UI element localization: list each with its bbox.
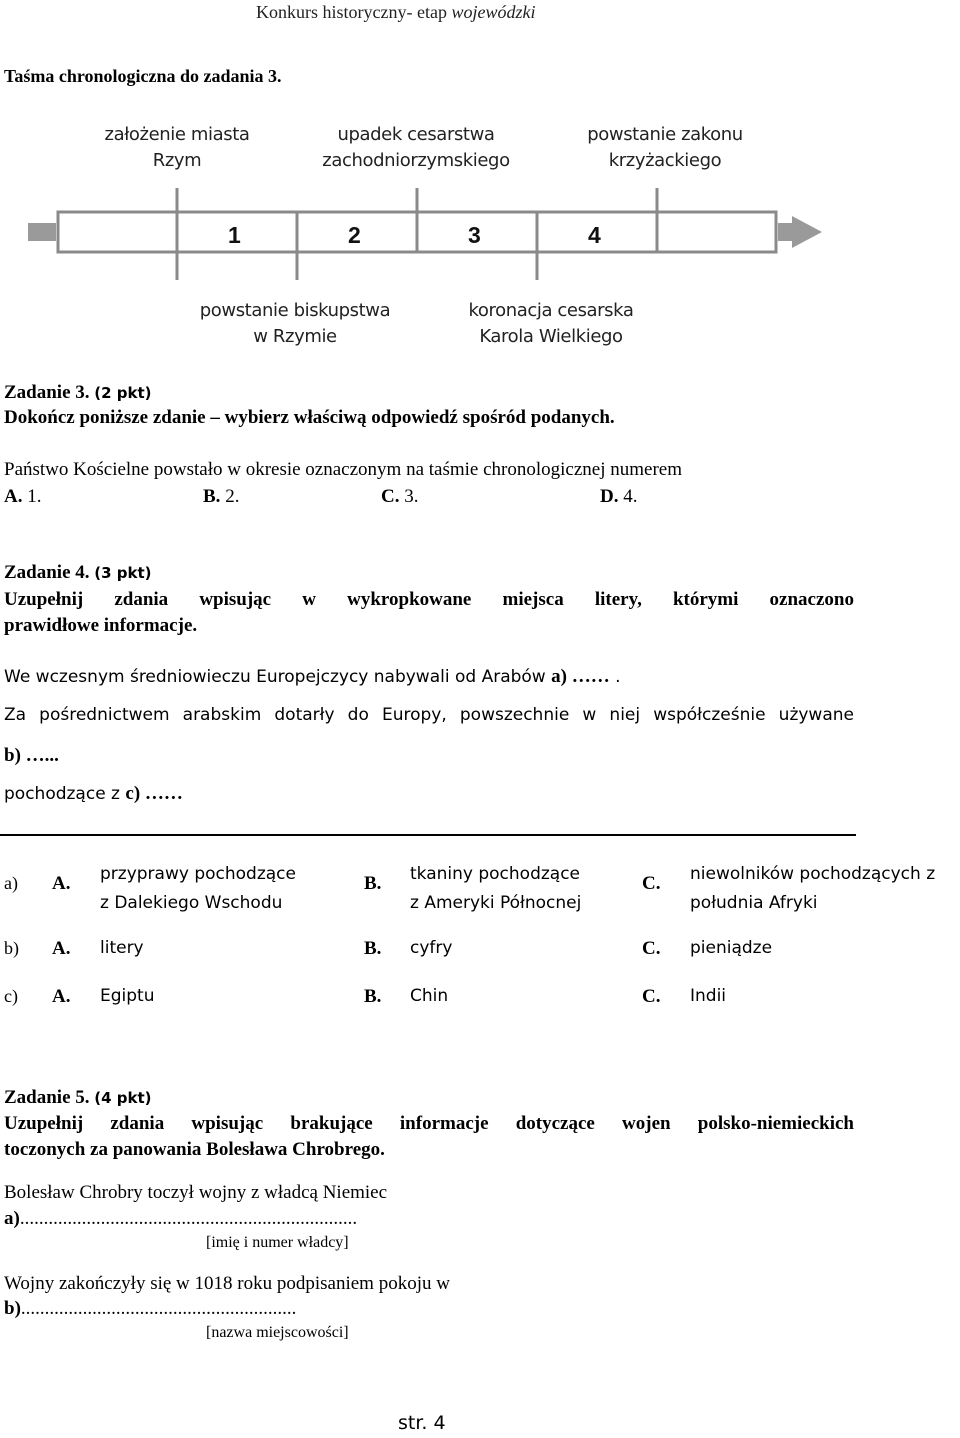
answer-a-A-letter: A. [52,873,71,894]
task3-instruction: Dokończ poniższe zdanie – wybierz właściwą odpowiedź spośród podanych. [4,407,615,428]
timeline-label-coronation: koronacja cesarska Karola Wielkiego [468,300,634,347]
timeline-segment-4: 4 [588,222,601,248]
timeline-segment-3: 3 [468,222,481,248]
answer-c-C-letter: C. [642,986,661,1007]
timeline-segment-1: 1 [228,222,241,248]
task5-sentence2: Wojny zakończyły się w 1018 roku podpisaniem pokoju w [4,1273,450,1294]
task3-heading [4,382,152,404]
task4-sentence1: We wczesnym średniowieczu Europejczycy nabywali od Arabów a) …… . [4,666,621,687]
timeline-label-rome-founding: założenie miasta Rzym [104,124,250,171]
answer-b-B[interactable]: cyfry [410,938,453,958]
task4-heading [4,562,152,584]
answer-b-B-letter: B. [364,938,382,959]
answer-a-C[interactable]: niewolników pochodzących z południa Afryki [690,864,936,913]
task5-heading [4,1087,152,1109]
task4-sentence3: pochodzące z c) …… [4,783,183,804]
timeline-arrow-shaft [778,223,792,241]
answer-c-B-letter: B. [364,986,382,1007]
task5-hint-b: [nazwa miejscowości] [206,1324,349,1341]
task5-sentence1: Bolesław Chrobry toczył wojny z władcą Niemiec [4,1182,388,1203]
task4-blank-c[interactable]: c) …… [125,783,183,804]
timeline-label-teutonic-order: powstanie zakonu krzyżackiego [587,124,743,171]
header-text: Konkurs historyczny- etap [256,2,447,22]
answer-row-c-label: c) [4,986,18,1006]
answer-a-A[interactable]: przyprawy pochodzące z Dalekiego Wschodu [100,864,296,913]
answer-a-B-letter: B. [364,873,382,894]
task3-title: Zadanie 3. [4,382,90,403]
task4-blank-a[interactable]: a) …… [551,666,610,687]
task3-option-d[interactable]: D. 4. [600,486,638,507]
answer-row-a-label: a) [4,873,18,893]
task5-instruction-line2: toczonych za panowania Bolesława Chrobrego. [4,1139,385,1160]
page-number: str. 4 [398,1412,446,1434]
task3-option-c[interactable]: C. 3. [381,486,419,507]
task5-points: (4 pkt) [94,1089,152,1107]
task3-points: (2 pkt) [94,384,152,402]
task5-blank-b[interactable]: b).......................................................... [4,1298,297,1319]
task5-title: Zadanie 5. [4,1087,90,1108]
timeline-tail [28,223,56,241]
task4-sentence2: Za pośrednictwem arabskim dotarły do Europy, powszechnie w niej współcześnie używane [4,705,854,725]
page-header [256,2,535,23]
task4-title: Zadanie 4. [4,562,90,583]
answer-c-A[interactable]: Egiptu [100,986,155,1006]
task4-instruction-line2: prawidłowe informacje. [4,615,198,636]
answer-c-C[interactable]: Indii [690,986,727,1006]
answer-b-A[interactable]: litery [100,938,144,958]
answer-a-C-letter: C. [642,873,661,894]
answer-c-A-letter: A. [52,986,71,1007]
task4-blank-b[interactable]: b) …... [4,745,59,766]
answer-c-B[interactable]: Chin [410,986,449,1006]
task5-blank-a[interactable]: a)....................................................................... [4,1208,358,1229]
task3-option-a[interactable]: A. 1. [4,486,42,507]
header-italic: wojewódzki [451,2,536,22]
task3-option-b[interactable]: B. 2. [203,486,240,507]
task5-hint-a: [imię i numer władcy] [206,1234,349,1251]
timeline-label-bishopric: powstanie biskupstwa w Rzymie [199,300,391,347]
timeline-arrow-head [792,216,822,248]
task4-separator [0,834,856,836]
answer-a-B[interactable]: tkaniny pochodzące z Ameryki Północnej [410,864,582,913]
answer-b-C[interactable]: pieniądze [690,938,773,958]
timeline-title: Taśma chronologiczna do zadania 3. [4,66,282,86]
task3-question: Państwo Kościelne powstało w okresie oznaczonym na taśmie chronologicznej numerem [4,459,682,480]
answer-row-b-label: b) [4,938,19,958]
answer-b-A-letter: A. [52,938,71,959]
task4-points: (3 pkt) [94,564,152,582]
answer-b-C-letter: C. [642,938,661,959]
timeline-label-western-empire-fall: upadek cesarstwa zachodniorzymskiego [322,124,510,171]
task4-instruction-line1: Uzupełnij zdania wpisując w wykropkowane miejsca litery, którymi oznaczono [4,589,854,610]
timeline-segment-2: 2 [348,222,361,248]
task5-instruction-line1: Uzupełnij zdania wpisując brakujące informacje dotyczące wojen polsko-niemieckich [4,1113,854,1134]
